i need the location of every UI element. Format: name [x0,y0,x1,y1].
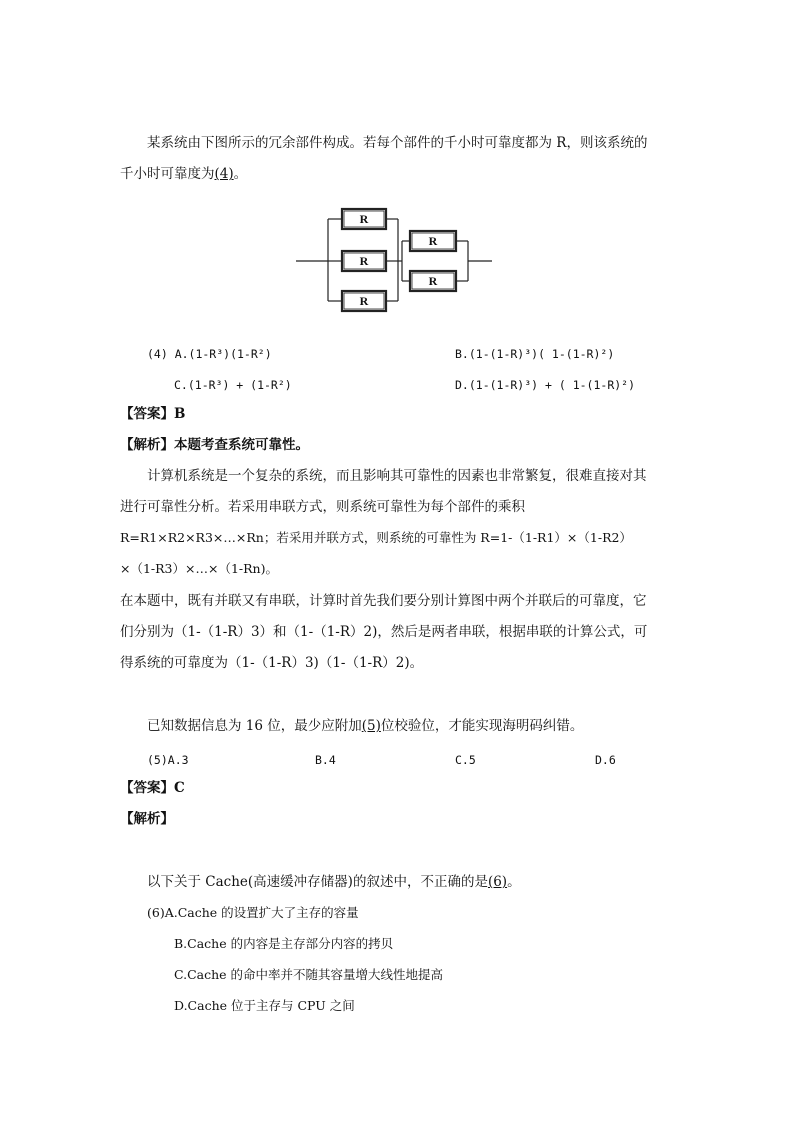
q5-stem-prefix: 已知数据信息为 16 位，最少应附加 [147,718,362,734]
q6-stem-prefix: 以下关于 Cache(高速缓冲存储器)的叙述中，不正确的是 [147,874,488,890]
analysis-line: 们分别为（1-（1-R）3）和（1-（1-R）2)，然后是两者串联，根据串联的计算公式，可 [120,624,648,640]
q4-stem-suffix: 。 [233,166,248,182]
q4-option-b: B.(1-(1-R)³)( 1-(1-R)²) [455,347,615,361]
q6-blank: (6) [487,874,508,890]
q5-option-b: B.4 [315,753,336,767]
q4-stem-prefix: 千小时可靠度为 [120,166,215,182]
block-label: R [359,254,369,268]
q6-option-b: B.Cache 的内容是主存部分内容的拷贝 [174,936,394,951]
q4-option-d: D.(1-(1-R)³) + ( 1-(1-R)²) [455,378,636,392]
q5-option-c: C.5 [455,753,476,767]
q5-answer [120,779,185,797]
answer-value: B [174,406,186,422]
q5-option-a: (5)A.3 [147,753,189,767]
answer-label: 【答案】 [120,406,174,422]
q4-blank: (4) [214,166,234,182]
analysis-line: 得系统的可靠度为（1-（1-R）3)（1-（1-R）2)。 [120,655,424,671]
analysis-title: 本题考查系统可靠性。 [174,437,309,453]
analysis-line: 进行可靠性分析。若采用串联方式，则系统可靠性为每个部件的乘积 [120,499,525,515]
block-label: R [428,234,438,248]
q5-stem [147,717,583,735]
q4-answer [120,405,185,423]
q6-option-a: (6)A.Cache 的设置扩大了主存的容量 [147,905,359,920]
q5-stem-suffix: 位校验位，才能实现海明码纠错。 [380,718,584,734]
q5-analysis-label: 【解析】 [120,811,174,827]
block-label: R [359,212,369,226]
analysis-label: 【解析】 [120,437,174,453]
q6-option-d: D.Cache 位于主存与 CPU 之间 [174,998,355,1013]
q6-stem [147,873,521,891]
q5-blank: (5) [361,718,381,734]
analysis-line: ×（1-R3）×…×（1-Rn)。 [120,561,278,576]
q6-stem-suffix: 。 [507,874,521,890]
q4-stem-line1: 某系统由下图所示的冗余部件构成。若每个部件的千小时可靠度都为 R，则该系统的 [147,135,648,151]
q4-stem-line2 [120,165,247,183]
answer-value: C [174,780,185,796]
analysis-line: 计算机系统是一个复杂的系统，而且影响其可靠性的因素也非常繁复，很难直接对其 [147,468,647,484]
analysis-line: 在本题中，既有并联又有串联，计算时首先我们要分别计算图中两个并联后的可靠度，它 [120,593,647,609]
reliability-diagram [290,202,496,322]
q5-option-d: D.6 [595,753,616,767]
block-label: R [428,274,438,288]
q6-option-c: C.Cache 的命中率并不随其容量增大线性地提高 [174,967,444,982]
q4-analysis-heading [120,436,309,454]
answer-label: 【答案】 [120,780,174,796]
q4-option-c: C.(1-R³) + (1-R²) [174,378,292,392]
analysis-line: R=R1×R2×R3×…×Rn；若采用并联方式，则系统的可靠性为 R=1-（1-R1）×（1-R2） [120,530,632,545]
q4-option-a: (4) A.(1-R³)(1-R²) [147,347,272,361]
block-label: R [359,294,369,308]
